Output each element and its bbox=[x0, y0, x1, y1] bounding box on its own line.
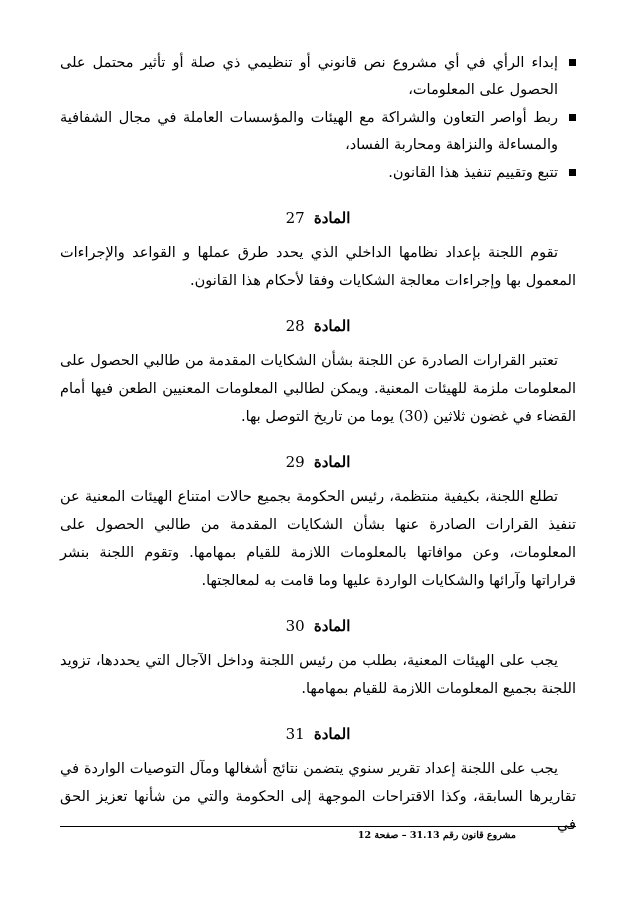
article-heading-word: المادة bbox=[313, 209, 351, 227]
article-heading bbox=[60, 315, 576, 337]
article-heading-word: المادة bbox=[313, 617, 351, 635]
bullet-list bbox=[60, 50, 576, 187]
article-31 bbox=[60, 723, 576, 839]
article-heading-word: المادة bbox=[313, 725, 351, 743]
article-body: يجب على الهيئات المعنية، بطلب من رئيس اللجنة وداخل الآجال التي يحددها، تزويد اللجنة بجميع المعلومات اللازمة للقيام بمهامها. bbox=[60, 653, 576, 697]
square-bullet-icon bbox=[569, 59, 576, 66]
article-heading-word: المادة bbox=[313, 317, 351, 335]
article-heading bbox=[60, 723, 576, 745]
article-heading-number: 29 bbox=[285, 453, 305, 471]
article-heading-word: المادة bbox=[313, 453, 351, 471]
article-29 bbox=[60, 451, 576, 595]
document-content bbox=[60, 50, 576, 839]
square-bullet-icon bbox=[569, 114, 576, 121]
article-heading bbox=[60, 615, 576, 637]
article-heading-number: 27 bbox=[285, 209, 305, 227]
article-body: تطلع اللجنة، بكيفية منتظمة، رئيس الحكومة بجميع حالات امتناع الهيئات المعنية عن تنفيذ القرارات الصادرة عنها بشأن الشكايات المقدمة من طالبي الحصول على المعلومات، وعن موافاتها بالمعلومات اللازمة للقيام بمهامها. وتقوم اللجنة بنشر قراراتها وآرائها والشكايات الواردة عليها وما قامت به لمعالجتها. bbox=[60, 489, 576, 589]
article-body: يجب على اللجنة إعداد تقرير سنوي يتضمن نتائج أشغالها ومآل التوصيات الواردة في تقاريرها السابقة، وكذا الاقتراحات الموجهة إلى الحكومة والتي من شأنها تعزيز الحق في bbox=[60, 761, 576, 833]
article-28 bbox=[60, 315, 576, 431]
article-heading-number: 31 bbox=[285, 725, 305, 743]
page-footer bbox=[60, 826, 576, 841]
article-heading-number: 28 bbox=[285, 317, 305, 335]
list-item bbox=[60, 50, 576, 104]
bullet-text: ربط أواصر التعاون والشراكة مع الهيئات والمؤسسات العاملة في مجال الشفافية والمساءلة والنزاهة ومحاربة الفساد، bbox=[60, 110, 558, 153]
article-27 bbox=[60, 207, 576, 295]
square-bullet-icon bbox=[569, 169, 576, 176]
article-heading bbox=[60, 451, 576, 473]
article-30 bbox=[60, 615, 576, 703]
list-item bbox=[60, 160, 576, 187]
article-body: تعتبر القرارات الصادرة عن اللجنة بشأن الشكايات المقدمة من طالبي الحصول على المعلومات ملزمة للهيئات المعنية. ويمكن لطالبي المعلومات المعنيين الطعن فيها أمام القضاء في غضون ثلاثين (30) يوما من تاريخ التوصل بها. bbox=[60, 353, 576, 425]
article-heading-number: 30 bbox=[285, 617, 305, 635]
bullet-text: إبداء الرأي في أي مشروع نص قانوني أو تنظيمي ذي صلة أو تأثير محتمل على الحصول على المعلومات، bbox=[60, 55, 558, 98]
article-heading bbox=[60, 207, 576, 229]
list-item bbox=[60, 105, 576, 159]
footer-text: مشروع قانون رقم 31.13 – صفحة 12 bbox=[357, 830, 516, 841]
article-body: تقوم اللجنة بإعداد نظامها الداخلي الذي يحدد طرق عملها و القواعد والإجراءات المعمول بها وإجراءات معالجة الشكايات وفقا لأحكام هذا القانون. bbox=[60, 245, 576, 289]
bullet-text: تتبع وتقييم تنفيذ هذا القانون. bbox=[388, 165, 558, 181]
